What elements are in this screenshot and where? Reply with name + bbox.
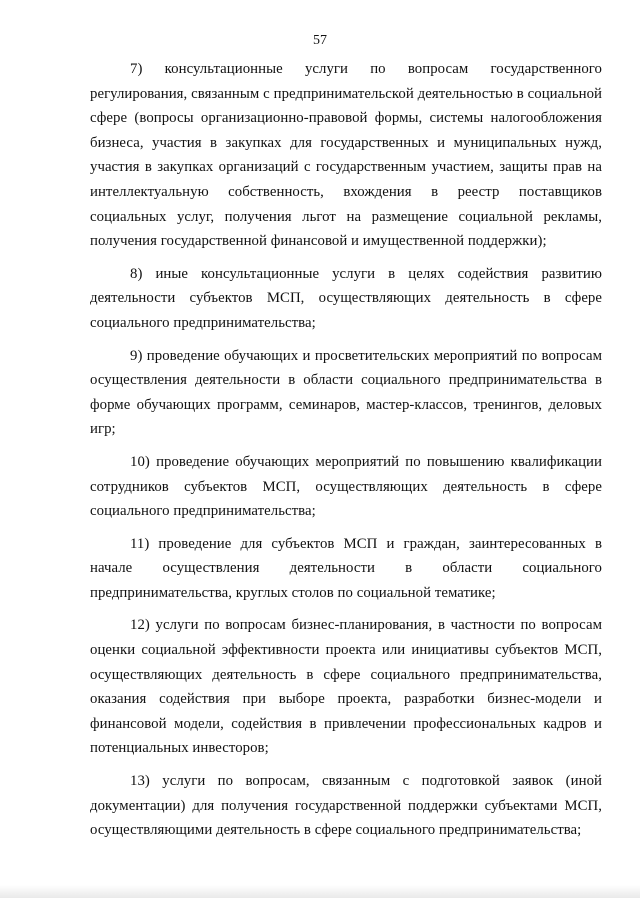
page-number: 57 [313, 33, 327, 48]
list-item-10: 10) проведение обучающих мероприятий по повышению квалификации сотрудников субъектов МСП, осуществляющих деятельность в сфере социального предпринимательства; [90, 453, 602, 520]
list-item-11: 11) проведение для субъектов МСП и граждан, заинтересованных в начале осуществления деятельности в области социального предпринимательства, круглых столов по социальной тематике; [90, 535, 602, 601]
list-item-12: 12) услуги по вопросам бизнес-планирования, в частности по вопросам оценки социальной эффективности проекта или инициативы субъектов МСП, осуществляющих деятельность в сфере социального предпринимательства, оказания содействия при выборе проекта, разработки бизнес-модели и финансовой модели, содействия в привлечении профессиональных кадров и потенциальных инвесторов; [90, 617, 602, 757]
list-item-8: 8) иные консультационные услуги в целях содействия развитию деятельности субъектов МСП, осуществляющих деятельность в сфере социального предпринимательства; [90, 265, 602, 331]
list-item-9: 9) проведение обучающих и просветительских мероприятий по вопросам осуществления деятельности в области социального предпринимательства в форме обучающих программ, семинаров, мастер-классов, тренингов, деловых игр; [90, 347, 602, 438]
page-bottom-edge [0, 885, 640, 898]
document-body [90, 57, 602, 851]
list-item-7: 7) консультационные услуги по вопросам государственного регулирования, связанным с предпринимательской деятельностью в социальной сфере (вопросы организационно-правовой формы, системы налогообложения бизнеса, участия в закупках для государственных и муниципальных нужд, участия в закупках организаций с государственным участием, защиты прав на интеллектуальную собственность, вхождения в реестр поставщиков социальных услуг, получения льгот на размещение социальной рекламы, получения государственной финансовой и имущественной поддержки); [90, 61, 602, 250]
list-item-13: 13) услуги по вопросам, связанным с подготовкой заявок (иной документации) для получения государственной поддержки субъектами МСП, осуществляющими деятельность в сфере социального предпринимательства; [90, 773, 602, 839]
